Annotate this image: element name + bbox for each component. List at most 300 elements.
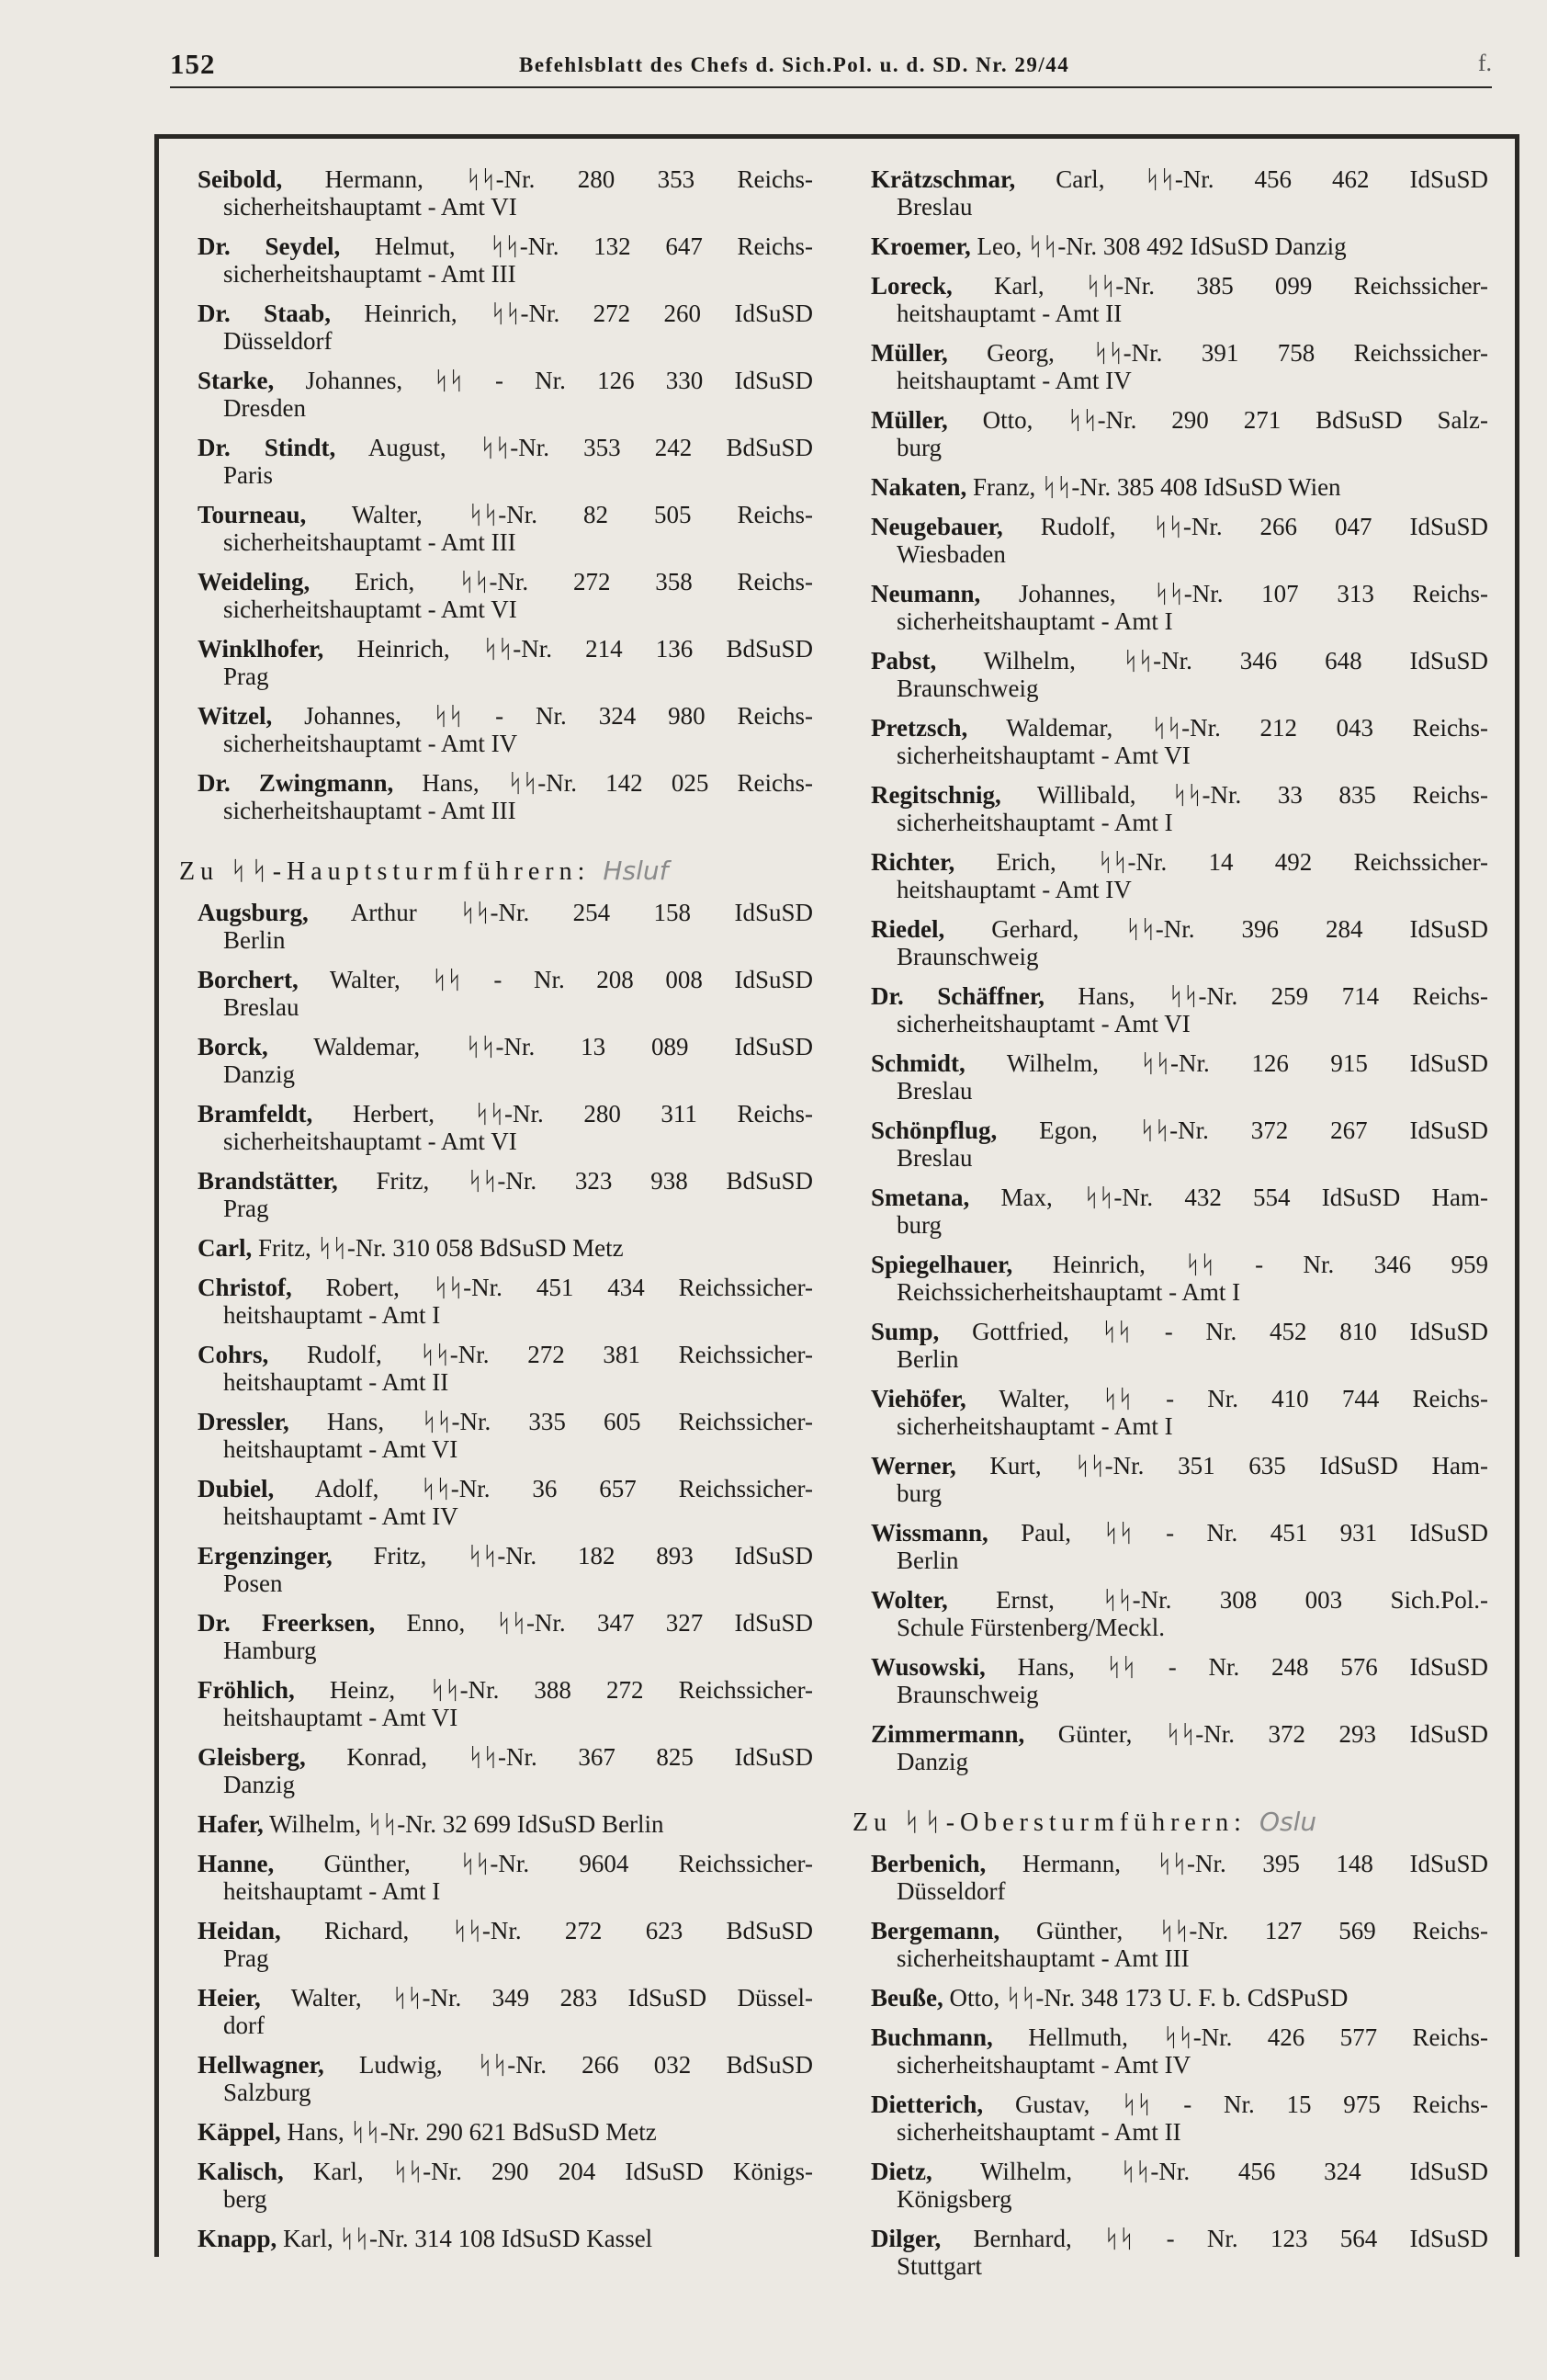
list-item [198, 2225, 813, 2252]
list-item [198, 899, 813, 954]
entry-second-line: sicherheitshauptamt - Amt II [897, 2118, 1181, 2146]
entry-first-line [198, 1408, 813, 1435]
list-item [198, 501, 813, 556]
entry-details: Herbert, ᛋᛋ-Nr. 280 311 Reichs- [352, 1100, 813, 1128]
entry-details: Heinrich, ᛋᛋ - Nr. 346 959 [1052, 1251, 1489, 1278]
entry-details: Heinrich, ᛋᛋ-Nr. 214 136 BdSuSD [356, 635, 813, 663]
entry-name: Knapp, [198, 2225, 277, 2252]
entry-details: Hans, ᛋᛋ-Nr. 290 621 BdSuSD Metz [287, 2118, 657, 2146]
list-item [198, 1274, 813, 1329]
entry-details: Günther, ᛋᛋ-Nr. 127 569 Reichs- [1036, 1917, 1489, 1944]
entry-name: Dr. Staab, [198, 300, 331, 327]
entry-first-line [871, 1116, 1488, 1144]
list-item [198, 1542, 813, 1597]
entry-first-line [871, 2023, 1488, 2051]
running-head: Befehlsblatt des Chefs d. Sich.Pol. u. d. SD. Nr. 29/44 [519, 53, 1070, 76]
entry-first-line [871, 1049, 1488, 1077]
list-item [871, 714, 1488, 769]
entry-name: Berbenich, [871, 1850, 987, 1877]
entry-first-line [198, 1167, 813, 1195]
entry-name: Heier, [198, 1984, 261, 2012]
entry-name: Dietterich, [871, 2091, 984, 2118]
entry-second-line: Paris [223, 461, 273, 489]
entry-details: Günter, ᛋᛋ-Nr. 372 293 IdSuSD [1057, 1720, 1489, 1748]
entry-second-line: Hamburg [223, 1637, 317, 1664]
entry-name: Spiegelhauer, [871, 1251, 1013, 1278]
left-column [179, 165, 814, 2264]
entry-first-line [198, 1341, 813, 1368]
list-item [871, 1318, 1488, 1373]
entry-name: Schönpflug, [871, 1116, 998, 1144]
entry-first-line [198, 1609, 813, 1637]
entry-second-line: Danzig [223, 1060, 295, 1088]
entry-second-line: Prag [223, 1195, 269, 1222]
entry-details: Walter, ᛋᛋ-Nr. 349 283 IdSuSD Düssel- [290, 1984, 813, 2012]
entry-details: Erich, ᛋᛋ-Nr. 272 358 Reichs- [355, 568, 813, 595]
entry-details: Gottfried, ᛋᛋ - Nr. 452 810 IdSuSD [972, 1318, 1488, 1345]
entry-second-line: Prag [223, 1944, 269, 1972]
list-item [871, 513, 1488, 568]
entry-name: Wusowski, [871, 1653, 986, 1681]
entry-second-line: Prag [223, 663, 269, 690]
entry-first-line [871, 1984, 1488, 2012]
entry-second-line: Danzig [897, 1748, 968, 1775]
entry-second-line: Reichssicherheitshauptamt - Amt I [897, 1278, 1241, 1306]
entry-name: Zimmermann, [871, 1720, 1025, 1748]
list-item [871, 406, 1488, 461]
list-item [871, 982, 1488, 1037]
entry-details: Bernhard, ᛋᛋ - Nr. 123 564 IdSuSD [973, 2225, 1489, 2252]
entry-details: Otto, ᛋᛋ-Nr. 290 271 BdSuSD Salz- [982, 406, 1488, 434]
entry-second-line: sicherheitshauptamt - Amt VI [897, 1010, 1191, 1037]
entry-name: Dr. Freerksen, [198, 1609, 376, 1637]
entry-second-line: sicherheitshauptamt - Amt IV [897, 2051, 1191, 2079]
entry-name: Dietz, [871, 2158, 932, 2185]
entry-name: Ergenzinger, [198, 1542, 333, 1570]
entry-details: Erich, ᛋᛋ-Nr. 14 492 Reichssicher- [996, 848, 1489, 876]
entry-second-line: sicherheitshauptamt - Amt VI [223, 193, 517, 221]
list-item [871, 1917, 1488, 1972]
entry-details: Max, ᛋᛋ-Nr. 432 554 IdSuSD Ham- [1000, 1184, 1488, 1211]
entry-details: Johannes, ᛋᛋ - Nr. 324 980 Reichs- [304, 702, 813, 730]
entry-first-line [198, 501, 813, 528]
entry-first-line [871, 2158, 1488, 2185]
entry-name: Hellwagner, [198, 2051, 324, 2079]
list-item [198, 1100, 813, 1155]
entry-second-line: Salzburg [223, 2079, 311, 2106]
list-item [871, 1653, 1488, 1708]
entry-name: Borck, [198, 1033, 268, 1060]
entry-details: Hellmuth, ᛋᛋ-Nr. 426 577 Reichs- [1028, 2023, 1489, 2051]
list-item [871, 580, 1488, 635]
right-list-b [871, 1850, 1488, 2280]
entry-name: Dr. Schäffner, [871, 982, 1045, 1010]
entry-first-line [871, 1251, 1488, 1278]
entry-details: Gustav, ᛋᛋ - Nr. 15 975 Reichs- [1014, 2091, 1489, 2118]
entry-second-line: Wiesbaden [897, 540, 1006, 568]
entry-first-line [198, 1850, 813, 1877]
entry-second-line: sicherheitshauptamt - Amt III [223, 528, 516, 556]
entry-details: Enno, ᛋᛋ-Nr. 347 327 IdSuSD [406, 1609, 814, 1637]
entry-first-line [871, 2091, 1488, 2118]
entry-details: Paul, ᛋᛋ - Nr. 451 931 IdSuSD [1021, 1519, 1489, 1547]
list-item [871, 1984, 1488, 2012]
entry-first-line [198, 1810, 813, 1838]
entry-name: Fröhlich, [198, 1676, 295, 1704]
left-list-a [198, 165, 813, 824]
list-item [871, 1184, 1488, 1239]
corner-mark: f. [1477, 50, 1492, 76]
entry-details: Fritz, ᛋᛋ-Nr. 323 938 BdSuSD [376, 1167, 813, 1195]
entry-name: Bramfeldt, [198, 1100, 313, 1128]
entry-details: Egon, ᛋᛋ-Nr. 372 267 IdSuSD [1039, 1116, 1489, 1144]
entry-name: Buchmann, [871, 2023, 993, 2051]
entry-name: Pabst, [871, 647, 937, 674]
entry-name: Pretzsch, [871, 714, 968, 742]
entry-details: Johannes, ᛋᛋ - Nr. 126 330 IdSuSD [305, 367, 814, 394]
list-item [871, 339, 1488, 394]
list-item [871, 1519, 1488, 1574]
list-item [871, 1720, 1488, 1775]
entry-name: Smetana, [871, 1184, 970, 1211]
entry-first-line [871, 1653, 1488, 1681]
entry-name: Müller, [871, 406, 948, 434]
entry-second-line: Berlin [223, 926, 286, 954]
entry-details: Leo, ᛋᛋ-Nr. 308 492 IdSuSD Danzig [977, 232, 1347, 260]
entry-first-line [198, 635, 813, 663]
entry-first-line [198, 2118, 813, 2146]
entry-details: August, ᛋᛋ-Nr. 353 242 BdSuSD [367, 434, 813, 461]
list-item [198, 1475, 813, 1530]
list-item [198, 1609, 813, 1664]
list-item [871, 473, 1488, 501]
entry-first-line [871, 1850, 1488, 1877]
entry-second-line: Düsseldorf [223, 327, 333, 355]
entry-name: Cohrs, [198, 1341, 269, 1368]
entry-second-line: sicherheitshauptamt - Amt VI [223, 595, 517, 623]
entry-second-line: sicherheitshauptamt - Amt VI [223, 1128, 517, 1155]
entry-first-line [198, 1743, 813, 1771]
entry-details: Fritz, ᛋᛋ-Nr. 310 058 BdSuSD Metz [257, 1234, 624, 1262]
entry-second-line: Düsseldorf [897, 1877, 1006, 1905]
entry-details: Hermann, ᛋᛋ-Nr. 395 148 IdSuSD [1022, 1850, 1489, 1877]
entry-second-line: Braunschweig [897, 1681, 1039, 1708]
entry-details: Hans, ᛋᛋ-Nr. 259 714 Reichs- [1078, 982, 1488, 1010]
entry-details: Heinrich, ᛋᛋ-Nr. 272 260 IdSuSD [364, 300, 814, 327]
entry-name: Loreck, [871, 272, 953, 300]
list-item [198, 1810, 813, 1838]
entry-first-line [871, 513, 1488, 540]
entry-first-line [871, 473, 1488, 501]
list-item [871, 647, 1488, 702]
entry-name: Gleisberg, [198, 1743, 306, 1771]
entry-first-line [871, 1318, 1488, 1345]
entry-name: Richter, [871, 848, 955, 876]
entry-details: Hermann, ᛋᛋ-Nr. 280 353 Reichs- [324, 165, 813, 193]
entry-details: Waldemar, ᛋᛋ-Nr. 212 043 Reichs- [1006, 714, 1488, 742]
entry-first-line [871, 232, 1488, 260]
entry-name: Beuße, [871, 1984, 943, 2012]
entry-name: Regitschnig, [871, 781, 1001, 809]
entry-second-line: Schule Fürstenberg/Meckl. [897, 1614, 1165, 1641]
entry-first-line [871, 1184, 1488, 1211]
entry-first-line [198, 568, 813, 595]
entry-name: Dr. Stindt, [198, 434, 336, 461]
entry-details: Hans, ᛋᛋ-Nr. 142 025 Reichs- [422, 769, 813, 797]
list-item [871, 2091, 1488, 2146]
entry-name: Winklhofer, [198, 635, 324, 663]
list-item [198, 165, 813, 221]
entry-details: Wilhelm, ᛋᛋ-Nr. 126 915 IdSuSD [1006, 1049, 1488, 1077]
entry-second-line: Braunschweig [897, 943, 1039, 970]
entry-details: Rudolf, ᛋᛋ-Nr. 272 381 Reichssicher- [306, 1341, 813, 1368]
entry-details: Günther, ᛋᛋ-Nr. 9604 Reichssicher- [323, 1850, 813, 1877]
entry-second-line: burg [897, 434, 943, 461]
entry-name: Seibold, [198, 165, 283, 193]
entry-first-line [871, 647, 1488, 674]
entry-first-line [198, 2051, 813, 2079]
entry-name: Witzel, [198, 702, 273, 730]
list-item [871, 1586, 1488, 1641]
entry-details: Hans, ᛋᛋ-Nr. 335 605 Reichssicher- [326, 1408, 813, 1435]
entry-first-line [198, 769, 813, 797]
entry-first-line [871, 1519, 1488, 1547]
list-item [198, 1984, 813, 2039]
entry-name: Weideling, [198, 568, 311, 595]
list-item [198, 2118, 813, 2146]
entry-first-line [198, 165, 813, 193]
right-column [853, 165, 1489, 2292]
list-item [198, 1033, 813, 1088]
entry-second-line: sicherheitshauptamt - Amt I [897, 809, 1173, 836]
entry-details: Georg, ᛋᛋ-Nr. 391 758 Reichssicher- [987, 339, 1489, 367]
entry-name: Schmidt, [871, 1049, 965, 1077]
entry-second-line: heitshauptamt - Amt II [223, 1368, 449, 1396]
entry-first-line [871, 580, 1488, 607]
entry-name: Sump, [871, 1318, 940, 1345]
entry-name: Wissmann, [871, 1519, 988, 1547]
entry-name: Viehöfer, [871, 1385, 966, 1412]
entry-details: Karl, ᛋᛋ-Nr. 314 108 IdSuSD Kassel [283, 2225, 653, 2252]
entry-details: Willibald, ᛋᛋ-Nr. 33 835 Reichs- [1036, 781, 1488, 809]
entry-first-line [198, 1234, 813, 1262]
entry-first-line [871, 406, 1488, 434]
list-item [871, 1251, 1488, 1306]
entry-details: Johannes, ᛋᛋ-Nr. 107 313 Reichs- [1018, 580, 1488, 607]
list-item [198, 1676, 813, 1731]
entry-first-line [871, 2225, 1488, 2252]
entry-details: Rudolf, ᛋᛋ-Nr. 266 047 IdSuSD [1040, 513, 1488, 540]
entry-second-line: Braunschweig [897, 674, 1039, 702]
entry-details: Gerhard, ᛋᛋ-Nr. 396 284 IdSuSD [991, 915, 1488, 943]
entry-details: Helmut, ᛋᛋ-Nr. 132 647 Reichs- [374, 232, 813, 260]
entry-second-line: Breslau [897, 1077, 973, 1105]
list-item [198, 434, 813, 489]
entry-first-line [871, 339, 1488, 367]
left-list-b [198, 899, 813, 2252]
list-item [871, 915, 1488, 970]
entry-first-line [871, 165, 1488, 193]
list-item [198, 367, 813, 422]
entry-first-line [198, 2158, 813, 2185]
entry-second-line: Posen [223, 1570, 283, 1597]
entry-second-line: sicherheitshauptamt - Amt IV [223, 730, 518, 757]
entry-name: Käppel, [198, 2118, 281, 2146]
entry-second-line: heitshauptamt - Amt IV [223, 1502, 458, 1530]
entry-name: Neumann, [871, 580, 981, 607]
list-item [871, 1452, 1488, 1507]
list-item [198, 1917, 813, 1972]
entry-name: Krätzschmar, [871, 165, 1016, 193]
entry-second-line: Dresden [223, 394, 306, 422]
entry-name: Starke, [198, 367, 275, 394]
entry-second-line: sicherheitshauptamt - Amt I [897, 607, 1173, 635]
entry-second-line: sicherheitshauptamt - Amt III [897, 1944, 1190, 1972]
entry-name: Tourneau, [198, 501, 307, 528]
section-heading-hauptsturmfuehrer [179, 857, 813, 886]
list-item [198, 2051, 813, 2106]
entry-details: Walter, ᛋᛋ-Nr. 82 505 Reichs- [351, 501, 814, 528]
entry-name: Nakaten, [871, 473, 967, 501]
entry-name: Müller, [871, 339, 948, 367]
entry-details: Adolf, ᛋᛋ-Nr. 36 657 Reichssicher- [314, 1475, 813, 1502]
list-item [871, 1116, 1488, 1172]
entry-first-line [198, 1542, 813, 1570]
entry-first-line [871, 781, 1488, 809]
list-item [198, 300, 813, 355]
entry-name: Kalisch, [198, 2158, 284, 2185]
entry-details: Otto, ᛋᛋ-Nr. 348 173 U. F. b. CdSPuSD [949, 1984, 1349, 2012]
entry-first-line [198, 1917, 813, 1944]
entry-name: Kroemer, [871, 232, 971, 260]
entry-second-line: sicherheitshauptamt - Amt III [223, 797, 516, 824]
list-item [871, 781, 1488, 836]
list-item [198, 1234, 813, 1262]
entry-name: Augsburg, [198, 899, 309, 926]
entry-details: Walter, ᛋᛋ - Nr. 208 008 IdSuSD [329, 966, 813, 993]
entry-first-line [198, 899, 813, 926]
list-item [871, 165, 1488, 221]
entry-second-line: heitshauptamt - Amt I [223, 1877, 441, 1905]
entry-second-line: heitshauptamt - Amt II [897, 300, 1123, 327]
entry-second-line: heitshauptamt - Amt IV [897, 367, 1132, 394]
entry-name: Borchert, [198, 966, 299, 993]
list-item [198, 1850, 813, 1905]
entry-first-line [198, 1984, 813, 2012]
entry-details: Arthur ᛋᛋ-Nr. 254 158 IdSuSD [350, 899, 813, 926]
entry-first-line [871, 915, 1488, 943]
entry-name: Dr. Zwingmann, [198, 769, 394, 797]
entry-details: Heinz, ᛋᛋ-Nr. 388 272 Reichssicher- [329, 1676, 814, 1704]
entry-first-line [198, 1033, 813, 1060]
entry-name: Dressler, [198, 1408, 289, 1435]
list-item [871, 1850, 1488, 1905]
page-header [170, 44, 1492, 88]
entry-first-line [198, 1676, 813, 1704]
entry-second-line: Königsberg [897, 2185, 1012, 2213]
right-list-a [871, 165, 1488, 1775]
list-item [198, 635, 813, 690]
entry-details: Waldemar, ᛋᛋ-Nr. 13 089 IdSuSD [313, 1033, 813, 1060]
entry-second-line: Breslau [223, 993, 299, 1021]
entry-first-line [871, 982, 1488, 1010]
entry-first-line [198, 1475, 813, 1502]
entry-name: Heidan, [198, 1917, 281, 1944]
list-item [198, 966, 813, 1021]
entry-first-line [871, 714, 1488, 742]
entry-name: Neugebauer, [871, 513, 1003, 540]
entry-details: Ludwig, ᛋᛋ-Nr. 266 032 BdSuSD [358, 2051, 813, 2079]
handwritten-annotation: Oslu [1259, 1807, 1317, 1837]
list-item [198, 769, 813, 824]
entry-name: Werner, [871, 1452, 956, 1479]
entry-second-line: sicherheitshauptamt - Amt VI [897, 742, 1191, 769]
entry-first-line [198, 232, 813, 260]
entry-first-line [871, 848, 1488, 876]
entry-second-line: burg [897, 1211, 943, 1239]
section-label: Zu ᛋᛋ-Obersturmführern: [853, 1808, 1247, 1837]
entry-details: Ernst, ᛋᛋ-Nr. 308 003 Sich.Pol.- [996, 1586, 1488, 1614]
entry-first-line [871, 1385, 1488, 1412]
entry-second-line: Breslau [897, 193, 973, 221]
entry-first-line [871, 1720, 1488, 1748]
entry-name: Wolter, [871, 1586, 948, 1614]
list-item [198, 1743, 813, 1798]
section-label: Zu ᛋᛋ-Hauptsturmführern: [179, 857, 591, 886]
entry-first-line [198, 966, 813, 993]
entry-first-line [198, 2225, 813, 2252]
entry-details: Konrad, ᛋᛋ-Nr. 367 825 IdSuSD [346, 1743, 813, 1771]
entry-details: Kurt, ᛋᛋ-Nr. 351 635 IdSuSD Ham- [989, 1452, 1488, 1479]
entry-second-line: heitshauptamt - Amt VI [223, 1704, 458, 1731]
entry-name: Bergemann, [871, 1917, 1000, 1944]
entry-details: Wilhelm, ᛋᛋ-Nr. 456 324 IdSuSD [980, 2158, 1488, 2185]
entry-first-line [871, 1586, 1488, 1614]
entry-name: Hafer, [198, 1810, 264, 1838]
list-item [198, 1167, 813, 1222]
entry-first-line [871, 272, 1488, 300]
entry-second-line: berg [223, 2185, 267, 2213]
entry-first-line [198, 1274, 813, 1301]
entry-second-line: Stuttgart [897, 2252, 982, 2280]
entry-details: Wilhelm, ᛋᛋ-Nr. 346 648 IdSuSD [983, 647, 1489, 674]
entry-name: Riedel, [871, 915, 945, 943]
entry-second-line: Danzig [223, 1771, 295, 1798]
entry-details: Franz, ᛋᛋ-Nr. 385 408 IdSuSD Wien [973, 473, 1341, 501]
entry-details: Walter, ᛋᛋ - Nr. 410 744 Reichs- [999, 1385, 1488, 1412]
entry-details: Richard, ᛋᛋ-Nr. 272 623 BdSuSD [324, 1917, 813, 1944]
list-item [198, 568, 813, 623]
entry-first-line [871, 1452, 1488, 1479]
entry-first-line [871, 1917, 1488, 1944]
list-item [871, 1049, 1488, 1105]
list-item [198, 1408, 813, 1463]
entry-details: Fritz, ᛋᛋ-Nr. 182 893 IdSuSD [373, 1542, 813, 1570]
entry-second-line: heitshauptamt - Amt VI [223, 1435, 458, 1463]
entry-first-line [198, 367, 813, 394]
list-item [871, 2158, 1488, 2213]
entry-second-line: dorf [223, 2012, 265, 2039]
list-item [871, 232, 1488, 260]
entry-second-line: sicherheitshauptamt - Amt III [223, 260, 516, 288]
entry-name: Christof, [198, 1274, 292, 1301]
list-item [871, 272, 1488, 327]
list-item [198, 232, 813, 288]
list-item [871, 848, 1488, 903]
entry-first-line [198, 300, 813, 327]
entry-second-line: Berlin [897, 1547, 959, 1574]
entry-name: Dr. Seydel, [198, 232, 341, 260]
